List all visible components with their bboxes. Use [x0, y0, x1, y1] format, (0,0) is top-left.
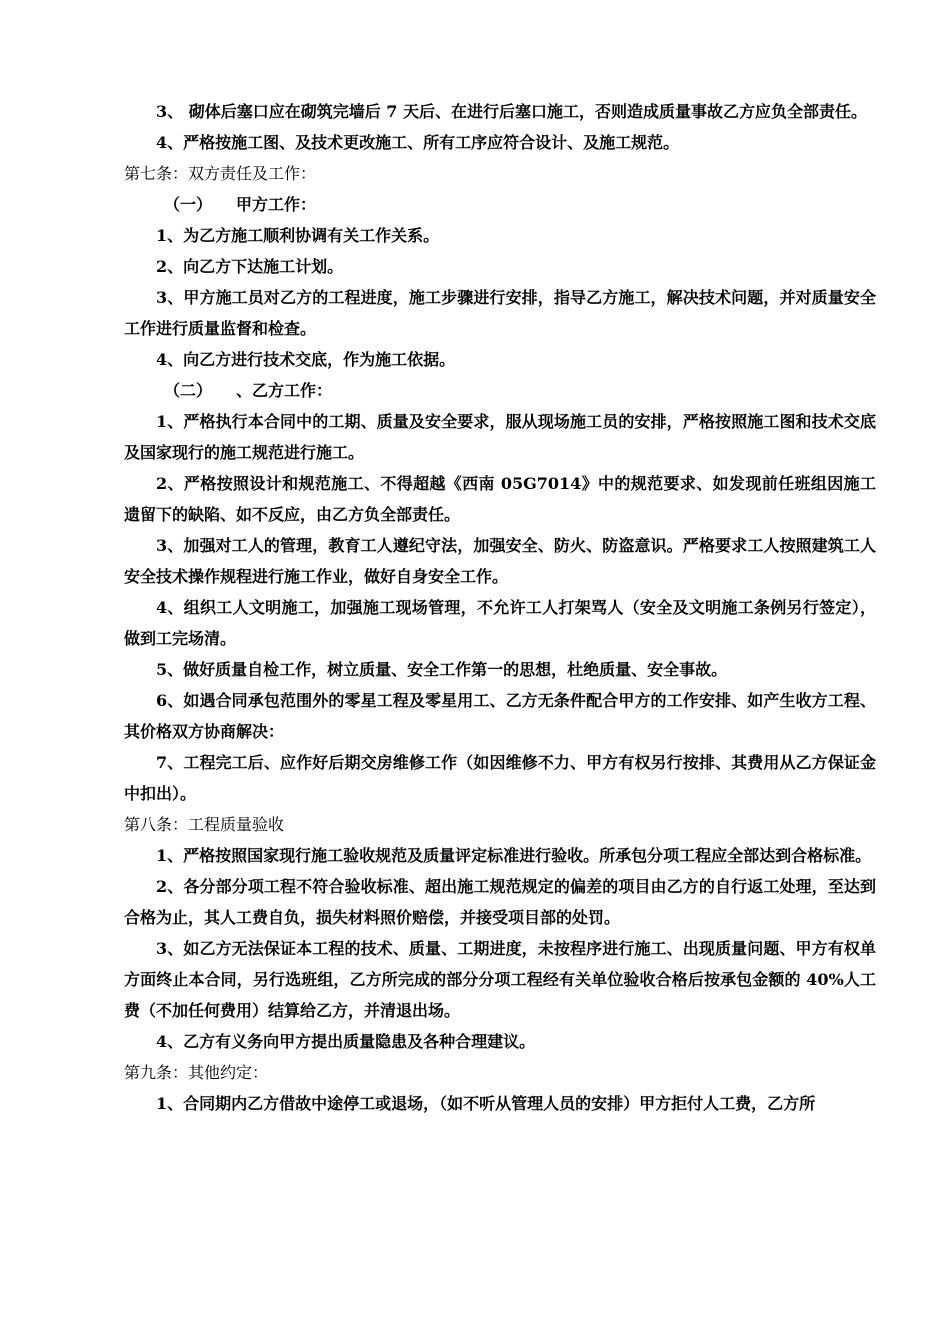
contract-body — [124, 96, 876, 1119]
section-title: 甲方工作： — [236, 195, 317, 214]
clause-paragraph: 4、组织工人文明施工，加强施工现场管理，不允许工人打架骂人（安全及文明施工条例另行签定），做到工完场清。 — [124, 598, 876, 648]
clause-paragraph: 6、如遇合同承包范围外的零星工程及零星用工、乙方无条件配合甲方的工作安排、如产生收方工程、其价格双方协商解决： — [124, 691, 876, 741]
section-subheading — [124, 375, 876, 406]
clause-paragraph: 4、向乙方进行技术交底，作为施工依据。 — [156, 350, 456, 369]
clause-paragraph: 4、乙方有义务向甲方提出质量隐患及各种合理建议。 — [156, 1032, 536, 1051]
clause-paragraph: 3、甲方施工员对乙方的工程进度，施工步骤进行安排，指导乙方施工，解决技术问题，并对质量安全工作进行质量监督和检查。 — [124, 288, 876, 338]
clause-paragraph: 7、工程完工后、应作好后期交房维修工作（如因维修不力、甲方有权另行按排、其费用从乙方保证金中扣出）。 — [124, 753, 876, 803]
article-heading: 第八条：工程质量验收 — [124, 815, 285, 834]
article-heading: 第七条：双方责任及工作： — [124, 164, 317, 183]
clause-paragraph: 1、严格执行本合同中的工期、质量及安全要求，服从现场施工员的安排，严格按照施工图和技术交底及国家现行的施工规范进行施工。 — [124, 412, 876, 462]
clause-paragraph: 5、做好质量自检工作，树立质量、安全工作第一的思想，杜绝质量、安全事故。 — [156, 660, 728, 679]
clause-paragraph: 2、向乙方下达施工计划。 — [156, 257, 344, 276]
clause-paragraph: 4、严格按施工图、及技术更改施工、所有工序应符合设计、及施工规范。 — [156, 133, 680, 152]
section-number: （一） — [164, 195, 213, 214]
clause-paragraph: 3、 砌体后塞口应在砌筑完墙后 7 天后、在进行后塞口施工，否则造成质量事故乙方应负全部责任。 — [156, 102, 867, 121]
clause-paragraph: 1、严格按照国家现行施工验收规范及质量评定标准进行验收。所承包分项工程应全部达到合格标准。 — [156, 846, 872, 865]
clause-paragraph: 3、如乙方无法保证本工程的技术、质量、工期进度，未按程序进行施工、出现质量问题、甲方有权单方面终止本合同，另行选班组，乙方所完成的部分分项工程经有关单位验收合格后按承包金额的 40%人工费（不加任何费用）结算给乙方，并清退出场。 — [124, 939, 876, 1020]
section-subheading — [124, 189, 876, 220]
clause-paragraph: 1、合同期内乙方借故中途停工或退场，（如不听从管理人员的安排）甲方拒付人工费，乙方所 — [156, 1094, 816, 1113]
article-heading: 第九条：其他约定： — [124, 1063, 269, 1082]
clause-paragraph: 1、为乙方施工顺利协调有关工作关系。 — [156, 226, 440, 245]
section-title: 、乙方工作： — [236, 381, 333, 400]
section-number: （二） — [164, 381, 213, 400]
clause-paragraph: 3、加强对工人的管理，教育工人遵纪守法，加强安全、防火、防盗意识。严格要求工人按照建筑工人安全技术操作规程进行施工作业，做好自身安全工作。 — [124, 536, 876, 586]
clause-paragraph: 2、严格按照设计和规范施工、不得超越《西南 05G7014》中的规范要求、如发现前任班组因施工遗留下的缺陷、如不反应，由乙方负全部责任。 — [124, 474, 876, 524]
clause-paragraph: 2、各分部分项工程不符合验收标准、超出施工规范规定的偏差的项目由乙方的自行返工处理，至达到合格为止，其人工费自负，损失材料照价赔偿，并接受项目部的处罚。 — [124, 877, 876, 927]
